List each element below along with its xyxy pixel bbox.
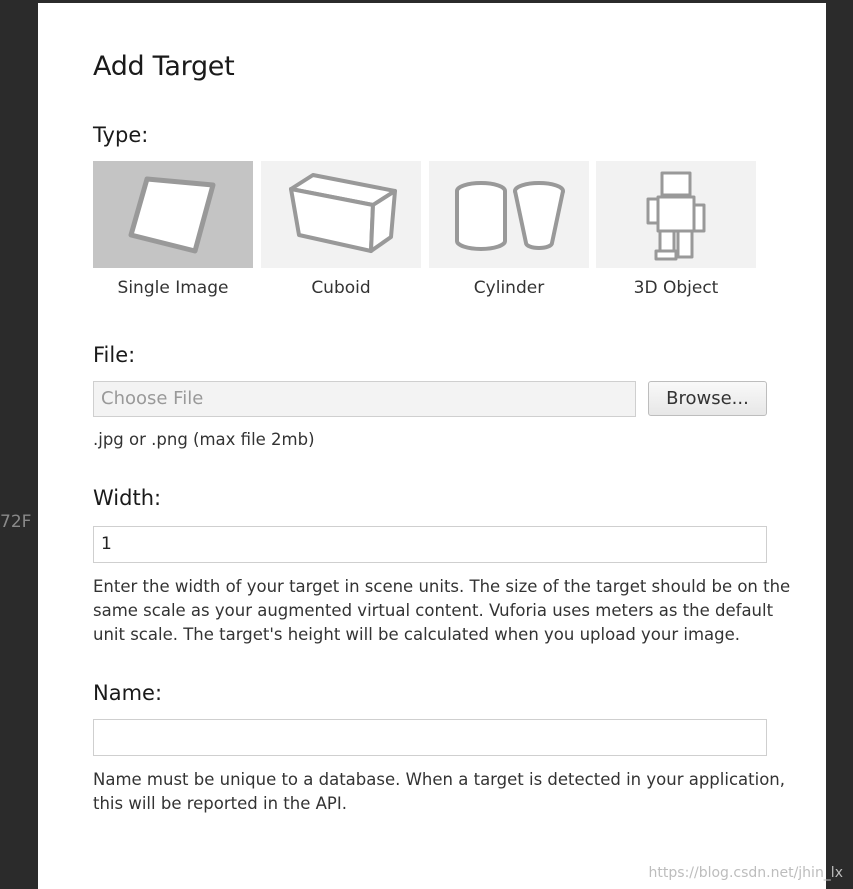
single-image-icon [93, 161, 253, 268]
cuboid-icon [261, 161, 421, 268]
3d-object-icon [596, 161, 756, 268]
type-caption: Single Image [117, 278, 229, 298]
type-option-single-image[interactable] [93, 161, 253, 301]
type-thumb [93, 161, 253, 268]
type-caption: 3D Object [633, 278, 719, 298]
type-thumb [261, 161, 421, 268]
background-text-fragment: 72F [0, 512, 32, 532]
name-label: Name: [93, 681, 163, 705]
width-label: Width: [93, 486, 162, 510]
cylinder-icon [429, 161, 589, 268]
add-target-dialog [38, 3, 826, 889]
type-thumb [429, 161, 589, 268]
type-thumb [596, 161, 756, 268]
type-label: Type: [93, 123, 149, 147]
file-label: File: [93, 343, 136, 367]
browse-button[interactable]: Browse... [648, 381, 767, 416]
type-caption: Cylinder [473, 278, 545, 298]
type-option-cuboid[interactable] [261, 161, 421, 301]
file-hint: .jpg or .png (max file 2mb) [93, 430, 315, 449]
type-option-3d-object[interactable] [596, 161, 756, 301]
width-input[interactable]: 1 [93, 526, 767, 563]
dialog-title: Add Target [93, 51, 235, 82]
type-option-cylinder[interactable] [429, 161, 589, 301]
target-type-selector [93, 161, 763, 306]
type-caption: Cuboid [311, 278, 371, 298]
width-hint: Enter the width of your target in scene units. The size of the target should be on the same scale as your augmented virtual content. Vuforia uses meters as the default unit scale. The target's height will be calculated when you upload your image. [93, 577, 791, 644]
file-input[interactable]: Choose File [93, 381, 636, 417]
name-input[interactable] [93, 719, 767, 756]
name-hint: Name must be unique to a database. When a target is detected in your application, this will be reported in the API. [93, 770, 785, 813]
watermark-text: https://blog.csdn.net/jhin_lx [648, 865, 843, 881]
